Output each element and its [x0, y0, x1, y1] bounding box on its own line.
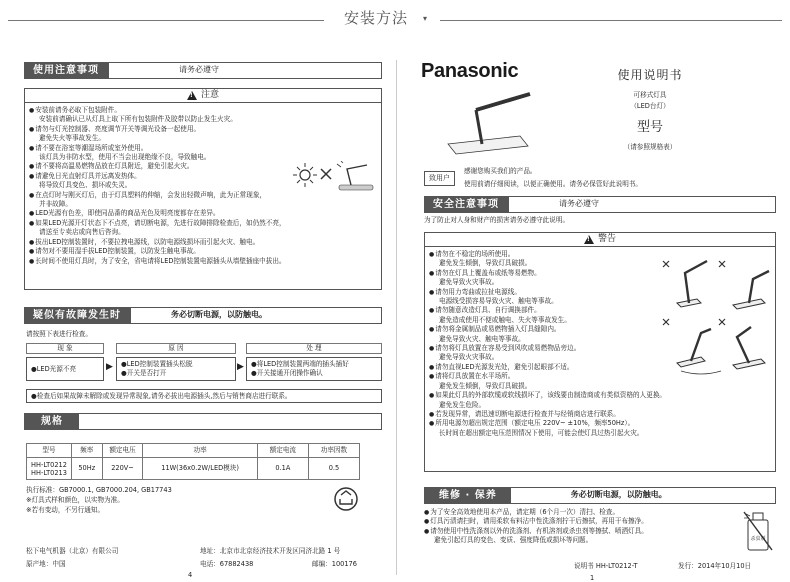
care-list [420, 505, 740, 549]
list-item: 避免发生倾倒，导致灯具破损。 [439, 259, 532, 268]
trouble-fix-2: ●开关接通开闭操作确认 [251, 369, 323, 377]
specs-header-cell: 功率 [143, 444, 257, 458]
right-safety-intro: 为了防止对人身和财产的损害请务必遵守此说明。 [424, 216, 570, 224]
specs-row [27, 458, 360, 480]
specs-note-2: ※若有变动，不另行通知。 [26, 506, 105, 514]
list-item: ● 所用电源勿超出规定范围（额定电压 220V~ ±10%，频率50Hz）。 [429, 419, 771, 428]
specs-header-cell: 功率因数 [308, 444, 359, 458]
manual-number: 说明书 HH-LT0212-T [574, 562, 638, 570]
list-item: 避免导致火灾事故。 [439, 278, 499, 287]
list-item: 避免导致火灾事故。 [439, 353, 499, 362]
brand-logo: Panasonic [421, 60, 519, 82]
specs-header-cell: 额定电压 [102, 444, 143, 458]
list-item: 该灯具为非防水型，使用不当会出现绝缘不良，导致触电。 [39, 153, 211, 162]
banner-rule-right [440, 20, 782, 21]
spray-can-icon [740, 508, 774, 552]
list-item: ● 请避免日光直射灯具并远离发热体。 [29, 172, 377, 181]
specs-header-row [27, 444, 360, 458]
list-item: ● 请勿在不稳定的场所使用。 [429, 250, 771, 259]
list-item: ● 请将灯具放置在水平场所。 [429, 372, 771, 381]
trouble-cause-2: ●开关是否打开 [121, 369, 167, 377]
trouble-causes [116, 357, 236, 381]
trouble-col-fix: 处 理 [246, 343, 382, 354]
list-item: ● 请勿随意改造灯具、自行调换部件。 [429, 306, 771, 315]
specs-table [26, 443, 360, 480]
origin: 原产地：中国 [26, 560, 66, 568]
caution-header [25, 89, 381, 103]
list-item: 请送至专卖店或向售后咨询。 [39, 228, 125, 237]
trouble-col-cause: 原 因 [116, 343, 236, 354]
list-item: 电源线受损容易导致火灾、触电等事故。 [439, 297, 558, 306]
list-item: 避免发生倾倒，导致灯具破损。 [439, 381, 532, 390]
trouble-fix-1: ●将LED控制装置两端的插头插好 [251, 360, 349, 369]
safety-section-bar [24, 62, 382, 79]
trouble-fixes [246, 357, 382, 381]
lamp-misuse-illustration [657, 253, 773, 377]
address: 地址：北京市北京经济技术开发区同济北路 1 号 [200, 547, 341, 555]
list-item: ● 请勿在灯具上覆盖布或纸等易燃物。 [429, 269, 771, 278]
trouble-section-bar [24, 307, 382, 324]
specs-cell-current: 0.1A [257, 458, 308, 480]
customer-tag: 致用户 [424, 171, 455, 186]
trouble-tag: 疑似有故障发生时 [25, 308, 131, 323]
specs-section-bar [24, 413, 382, 430]
list-item: ● LED光源有色差，即使同品番的商品光色及明亮度都存在差异。 [29, 209, 377, 218]
list-item: ● 请勿使用中性洗涤剂以外的洗涤剂、有机溶剂或杀虫剂等擦拭、喷洒灯具。 [424, 527, 736, 536]
warning-triangle-icon [584, 235, 594, 244]
specs-header-cell: 频率 [71, 444, 102, 458]
safety-tag: 使用注意事项 [25, 63, 109, 78]
trouble-symptom: ●LED光源不亮 [26, 357, 104, 381]
postcode: 邮编：100176 [312, 560, 357, 568]
trouble-footer: ●检查后如果故障未解除或发现异常现象,请务必拔出电源插头,然后与销售商店进行联系。 [26, 389, 382, 403]
list-item: 并非故障。 [39, 200, 72, 209]
top-banner [0, 0, 790, 42]
recycle-icon [332, 486, 360, 512]
list-item: 避免发生危险。 [439, 400, 486, 409]
phone: 电话：67882438 [200, 560, 254, 568]
list-item: 避免导致火灾、触电等事故。 [439, 334, 525, 343]
specs-cell-voltage: 220V~ [102, 458, 143, 480]
caution-box [24, 88, 382, 290]
warning-title: 警告 [597, 233, 616, 244]
banner-rule-left [8, 20, 324, 21]
list-item: ● 请不要在浴室等潮湿场所或室外使用。 [29, 144, 377, 153]
title-arrow-icon: ▾ [423, 14, 428, 23]
lamp-sun-illustration [291, 161, 377, 195]
trouble-col-symptom: 现 象 [26, 343, 104, 354]
safety-note: 请务必遵守 [179, 65, 219, 75]
care-note: 务必切断电源，以防触电。 [570, 490, 667, 500]
arrow-right-icon: ▶ [237, 362, 244, 372]
list-item: 避免引起灯具的变色、变质、强度降低或损坏等问题。 [434, 536, 593, 545]
issue-date: 发行：2014年10月10日 [678, 562, 752, 570]
arrow-right-icon: ▶ [106, 362, 113, 372]
trouble-table [26, 343, 382, 385]
list-item: 避免造成使用不便或触电、失火等事故发生。 [439, 315, 571, 324]
trouble-intro: 请按照下表进行检查。 [26, 330, 92, 338]
care-tag: 维修 · 保养 [425, 488, 511, 503]
page-fold [396, 60, 397, 575]
specs-header-cell: 型号 [27, 444, 72, 458]
list-item: ● 请不要将高温易燃物品放在灯具附近，避免引起火灾。 [29, 162, 377, 171]
list-item: ● 如果LED光源开灯状态下不点亮，请切断电源，先进行故障排除检查后，如仍然不亮， [29, 219, 377, 228]
specs-cell-power: 11W(36x0.2W/LED模块) [143, 458, 257, 480]
specs-cell-frequency: 50Hz [71, 458, 102, 480]
model-label: 型号 [636, 120, 663, 135]
list-item: ● 请勿将金属制品或易燃物插入灯具缝隙内。 [429, 325, 771, 334]
list-item: ● 请勿用力弯曲或拉扯电源线。 [429, 288, 771, 297]
specs-standards: 执行标准：GB7000.1, GB7000.204, GB17743 [26, 486, 172, 494]
caution-title: 注意 [200, 89, 219, 100]
specs-cell-power-factor: 0.5 [308, 458, 359, 480]
specs-tag: 规格 [25, 414, 79, 429]
list-item: ● 请勿对不要用湿手拔LED控制装置，以防发生触电事故。 [29, 247, 377, 256]
list-item: ● 安装前请务必取下包装附件。 [29, 106, 377, 115]
list-item: ● 拔出LED控制装置时，不要拉拽电源线，以防电源线损坏而引起火灾、触电。 [29, 238, 377, 247]
specs-cell-model: HH-LT0212 HH-LT0213 [27, 458, 72, 480]
warning-triangle-icon [187, 91, 197, 100]
right-safety-tag: 安全注意事项 [425, 197, 509, 212]
list-item: ● 请勿将灯具放置在容易受到风吹或易燃物品旁边。 [429, 344, 771, 353]
list-item: 长时间在超出额定电压范围情况下使用，可能会使灯具过热引起火灾。 [439, 428, 644, 437]
list-item: ● 为了安全高效地使用本产品，请定期（6个月一次）清扫、检查。 [424, 508, 736, 517]
list-item: ● 如果此灯具的外部软缆或软线损坏了，该线要由制造商或有类似资格的人更换。 [429, 391, 771, 400]
care-section-bar [424, 487, 776, 504]
model-note: （请参照规格表） [623, 143, 677, 151]
warning-box [424, 232, 776, 472]
thanks-line-2: 使用前请仔细阅读，以便正确使用。请务必保管好此说明书。 [464, 180, 643, 188]
list-item: ● 请勿直视LED光源发光处，避免引起眼部不适。 [429, 363, 771, 372]
list-item: ● 请勿与灯光控制器、亮度调节开关等调光设备一起使用。 [29, 125, 377, 134]
list-item: ● 长时间不使用灯具时，为了安全，省电请将LED控制装置电源插头从墙壁插座中拔出。 [29, 257, 377, 266]
document-title: 使用说明书 [617, 68, 683, 82]
trouble-note: 务必切断电源，以防触电。 [171, 310, 267, 320]
specs-note-1: ※灯具式样和颜色，以实物为准。 [26, 496, 124, 504]
list-item: ● 若发现异常，请迅速切断电源进行检查并与经销商店进行联系。 [429, 410, 771, 419]
company-name: 松下电气机器（北京）有限公司 [26, 547, 119, 555]
page-number-right: 1 [590, 574, 595, 582]
spray-label: 杀虫剂 [750, 536, 766, 542]
product-type: 可移式灯具 [633, 91, 667, 99]
thanks-line-1: 感谢您购买我们的产品。 [464, 167, 537, 175]
product-subtype: （LED台灯） [630, 102, 670, 110]
page-title: 安装方法 [344, 9, 409, 27]
desk-lamp-illustration [428, 88, 548, 156]
list-item: ● 在点灯时与刚灭灯后，由于灯具塑料的伸缩，会发出轻微声响，此为正常现象， [29, 191, 377, 200]
list-item: ● 灯具污渍请扫时，请用柔软布料沾中性洗涤剂拧干后擦拭，再用干布擦净。 [424, 517, 736, 526]
warning-header [425, 233, 775, 247]
specs-header-cell: 额定电流 [257, 444, 308, 458]
page-number-left: 4 [188, 571, 193, 579]
list-item: 避免失火等事故发生。 [39, 134, 105, 143]
right-safety-section-bar [424, 196, 776, 213]
right-safety-note: 请务必遵守 [559, 199, 599, 209]
list-item: 安装前请确认已从灯具上取下所有包装附件及胶带以防止发生火灾。 [39, 115, 237, 124]
trouble-cause-1: ●LED控制装置插头松脱 [121, 360, 193, 369]
list-item: 将导致灯具变色、损坏或失灵。 [39, 181, 132, 190]
